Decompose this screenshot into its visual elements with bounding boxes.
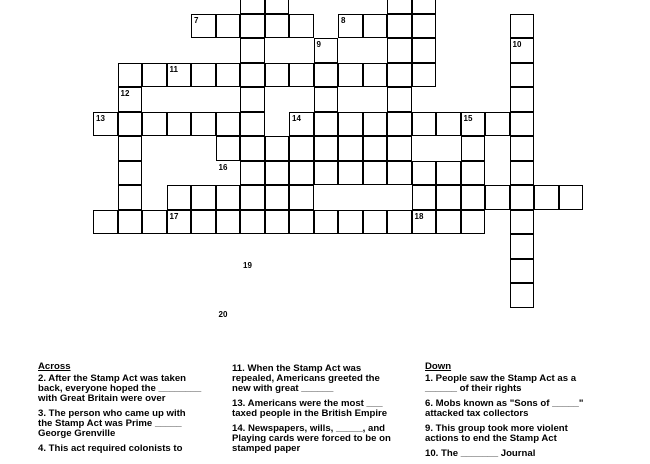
grid-cell[interactable] — [436, 112, 461, 137]
grid-cell[interactable] — [118, 136, 143, 161]
grid-cell[interactable] — [167, 185, 192, 210]
clue-across-11: 11. When the Stamp Act was repealed, Americans greeted the new with great ______ — [232, 363, 380, 394]
grid-cell[interactable] — [387, 63, 412, 88]
grid-cell[interactable] — [289, 14, 314, 39]
grid-cell[interactable] — [240, 210, 265, 235]
grid-cell[interactable] — [510, 259, 535, 284]
grid-cell[interactable] — [216, 63, 241, 88]
grid-cell[interactable] — [436, 210, 461, 235]
clue-number-label: 17 — [169, 211, 179, 221]
clue-across-14: 14. Newspapers, wills, _____, and Playing cards were forced to be on stamped paper — [232, 423, 391, 454]
grid-cell[interactable] — [363, 210, 388, 235]
grid-cell[interactable] — [314, 87, 339, 112]
clue-down-9: 9. This group took more violent actions to end the Stamp Act — [425, 423, 568, 444]
clues-across-column-2 — [232, 364, 417, 459]
grid-cell[interactable] — [387, 210, 412, 235]
grid-cell[interactable] — [118, 63, 143, 88]
clue-number-label: 7 — [194, 15, 199, 25]
clue-number-label: 12 — [120, 89, 130, 98]
grid-cell[interactable] — [191, 63, 216, 88]
grid-cell[interactable] — [338, 112, 363, 137]
grid-cell[interactable] — [240, 14, 265, 39]
grid-cell[interactable] — [412, 112, 437, 137]
grid-cell[interactable] — [412, 185, 437, 210]
grid-cell[interactable] — [265, 185, 290, 210]
grid-cell[interactable] — [387, 87, 412, 112]
grid-cell[interactable] — [412, 0, 437, 14]
clue-number-label: 20 — [218, 309, 228, 319]
grid-cell[interactable] — [436, 185, 461, 210]
grid-cell[interactable] — [387, 38, 412, 63]
grid-cell[interactable] — [240, 161, 265, 186]
grid-cell[interactable] — [412, 63, 437, 88]
grid-cell[interactable] — [510, 210, 535, 235]
grid-cell[interactable] — [436, 161, 461, 186]
across-heading: Across — [38, 361, 71, 372]
grid-cell[interactable] — [461, 136, 486, 161]
grid-cell[interactable] — [265, 210, 290, 235]
clue-number-label: 18 — [414, 211, 424, 221]
grid-cell[interactable] — [510, 234, 535, 259]
grid-cell[interactable] — [510, 283, 535, 308]
grid-cell[interactable] — [412, 161, 437, 186]
grid-cell[interactable] — [461, 185, 486, 210]
grid-cell[interactable] — [338, 63, 363, 88]
grid-cell[interactable] — [387, 161, 412, 186]
grid-cell[interactable] — [510, 14, 535, 39]
grid-cell[interactable] — [461, 161, 486, 186]
grid-cell[interactable] — [338, 136, 363, 161]
grid-cell[interactable] — [289, 136, 314, 161]
grid-cell[interactable] — [142, 112, 167, 137]
grid-cell[interactable] — [485, 185, 510, 210]
grid-cell[interactable] — [240, 112, 265, 137]
clue-down-6: 6. Mobs known as "Sons of _____" attacked tax collectors — [425, 398, 584, 419]
grid-cell[interactable] — [118, 112, 143, 137]
grid-cell[interactable] — [510, 112, 535, 137]
grid-cell[interactable] — [314, 210, 339, 235]
grid-cell[interactable] — [387, 0, 412, 14]
grid-cell[interactable] — [240, 38, 265, 63]
clue-across-13: 13. Americans were the most ___ taxed people in the British Empire — [232, 398, 388, 419]
clue-number-label: 8 — [341, 15, 346, 25]
grid-cell[interactable] — [363, 14, 388, 39]
grid-cell[interactable] — [289, 210, 314, 235]
grid-cell[interactable] — [338, 210, 363, 235]
grid-cell[interactable] — [510, 136, 535, 161]
grid-cell[interactable] — [93, 210, 118, 235]
grid-cell[interactable] — [363, 161, 388, 186]
grid-cell[interactable] — [534, 185, 559, 210]
grid-cell[interactable] — [461, 210, 486, 235]
grid-cell[interactable] — [265, 14, 290, 39]
clue-down-10: 10. The _______ Journal — [425, 448, 536, 459]
clue-number-label: 14 — [292, 113, 301, 123]
grid-cell[interactable] — [314, 161, 339, 186]
grid-cell[interactable] — [216, 210, 241, 235]
grid-cell[interactable] — [265, 63, 290, 88]
grid-cell[interactable] — [118, 210, 143, 235]
grid-cell[interactable] — [485, 112, 510, 137]
clue-down-1: 1. People saw the Stamp Act as a ______ of their rights — [425, 373, 577, 394]
grid-cell[interactable] — [387, 14, 412, 39]
grid-cell[interactable] — [265, 161, 290, 186]
clue-across-2: 2. After the Stamp Act was taken back, everyone hoped the ________ with Great Britain were over — [38, 373, 202, 404]
grid-cell[interactable] — [387, 112, 412, 137]
grid-cell[interactable] — [118, 161, 143, 186]
grid-cell[interactable] — [412, 38, 437, 63]
grid-cell[interactable] — [265, 136, 290, 161]
grid-cell[interactable] — [289, 63, 314, 88]
grid-cell[interactable] — [142, 63, 167, 88]
grid-cell[interactable] — [510, 63, 535, 88]
grid-cell[interactable] — [338, 161, 363, 186]
grid-cell[interactable] — [363, 63, 388, 88]
grid-cell[interactable] — [216, 14, 241, 39]
grid-cell[interactable] — [191, 210, 216, 235]
grid-cell[interactable] — [559, 185, 584, 210]
grid-cell[interactable] — [216, 112, 241, 137]
clues-across-column — [38, 362, 218, 459]
grid-cell[interactable] — [216, 136, 241, 161]
grid-cell[interactable] — [216, 185, 241, 210]
grid-cell[interactable] — [191, 185, 216, 210]
clue-number-label: 11 — [169, 64, 178, 74]
grid-cell[interactable] — [118, 185, 143, 210]
clue-number-label: 16 — [218, 162, 228, 172]
clue-number-label: 10 — [512, 40, 522, 49]
grid-cell[interactable] — [289, 161, 314, 186]
grid-cell[interactable] — [314, 63, 339, 88]
clue-number-label: 9 — [316, 40, 321, 49]
grid-cell[interactable] — [240, 185, 265, 210]
clue-across-4: 4. This act required colonists to — [38, 443, 183, 454]
grid-cell[interactable] — [142, 210, 167, 235]
grid-cell[interactable] — [265, 0, 290, 14]
grid-cell[interactable] — [412, 14, 437, 39]
grid-cell[interactable] — [510, 161, 535, 186]
clue-across-3: 3. The person who came up with the Stamp Act was Prime _____ George Grenville — [38, 408, 186, 439]
grid-cell[interactable] — [240, 0, 265, 14]
down-heading: Down — [425, 361, 452, 372]
grid-cell[interactable] — [240, 136, 265, 161]
grid-cell[interactable] — [289, 185, 314, 210]
grid-cell[interactable] — [240, 87, 265, 112]
grid-cell[interactable] — [387, 136, 412, 161]
grid-cell[interactable] — [363, 112, 388, 137]
clues-down-column — [425, 362, 610, 464]
grid-cell[interactable] — [314, 136, 339, 161]
grid-cell[interactable] — [191, 112, 216, 137]
grid-cell[interactable] — [167, 112, 192, 137]
grid-cell[interactable] — [363, 136, 388, 161]
clue-number-label: 19 — [243, 260, 252, 270]
grid-cell[interactable] — [240, 63, 265, 88]
clue-number-label: 15 — [463, 113, 473, 123]
grid-cell[interactable] — [510, 87, 535, 112]
grid-cell[interactable] — [314, 112, 339, 137]
clue-number-label: 13 — [96, 113, 105, 123]
grid-cell[interactable] — [510, 185, 535, 210]
